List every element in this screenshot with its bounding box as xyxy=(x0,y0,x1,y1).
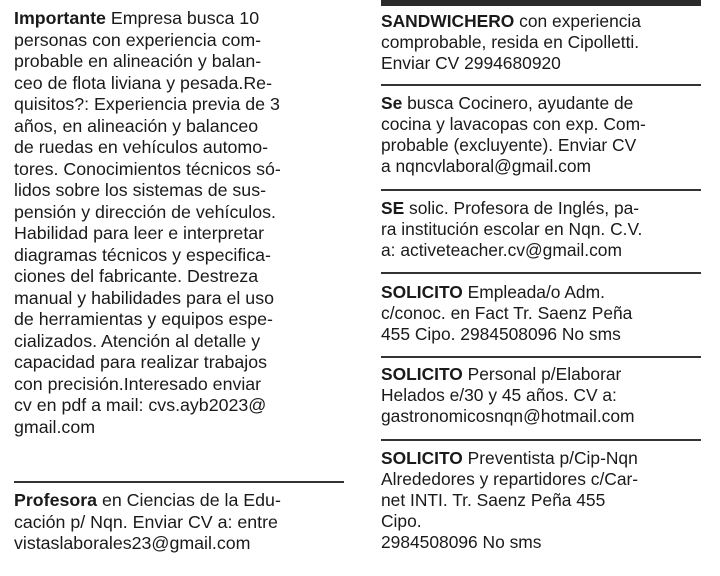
ad-text-line: vistaslaborales23@gmail.com xyxy=(14,533,251,553)
ad-text: con experiencia xyxy=(514,11,641,31)
ad-text-line: de herramientas y equipos espe- xyxy=(14,309,273,329)
ad-text: Preventista p/Cip-Nqn xyxy=(462,448,638,468)
ad-text-line: ceo de flota liviana y pesada.Re- xyxy=(14,72,272,93)
ad-text-line: a nqncvlaboral@gmail.com xyxy=(381,156,592,177)
ad-text-line: cializados. Atención al detalle y xyxy=(14,330,261,351)
ad-text-line xyxy=(14,8,344,30)
ad-lead-word: SOLICITO xyxy=(381,282,463,302)
ad-text-line: de ruedas en vehículos automo- xyxy=(14,137,269,157)
ad-lead-word: Importante xyxy=(14,8,106,28)
ad-text-line xyxy=(381,364,701,385)
ad-text-line: cación p/ Nqn. Enviar CV a: entre xyxy=(14,511,278,532)
ad-text-line: cocina y lavacopas con exp. Com- xyxy=(381,114,646,135)
ad-text-line: gastronomicosnqn@hotmail.com xyxy=(381,406,635,427)
ad-text: en Ciencias de la Edu- xyxy=(97,490,281,510)
ad-text-line: años, en alineación y balanceo xyxy=(14,115,259,136)
ad-text-line: cv en pdf a mail: cvs.ayb2023@ xyxy=(14,395,267,415)
ad-text-line: net INTI. Tr. Saenz Peña 455 xyxy=(381,490,606,511)
ad-text-line: quisitos?: Experiencia previa de 3 xyxy=(14,94,280,114)
ad-text-line xyxy=(14,490,344,512)
ad-text-line: capacidad para realizar trabajos xyxy=(14,352,268,372)
ad-lead-word: SOLICITO xyxy=(381,364,463,384)
ad-text-line: Alrededores y repartidores c/Car- xyxy=(381,469,639,490)
ad-text-line: Habilidad para leer e interpretar xyxy=(14,223,265,243)
ad-text-line: pensión y dirección de vehículos. xyxy=(14,201,276,222)
classified-ad xyxy=(381,448,701,553)
ad-text: Empleada/o Adm. xyxy=(462,282,605,302)
ad-text: Empresa busca 10 xyxy=(105,8,260,28)
ad-text-line: ra institución escolar en Nqn. C.V. xyxy=(381,219,643,240)
ad-lead-word: SANDWICHERO xyxy=(381,11,515,31)
ad-text-line: manual y habilidades para el uso xyxy=(14,287,274,308)
ad-text-line: gmail.com xyxy=(14,416,96,437)
ad-divider xyxy=(381,189,701,191)
ad-text: solic. Profesora de Inglés, pa- xyxy=(404,198,640,218)
ad-text-line: Cipo. xyxy=(381,511,422,532)
classified-ad xyxy=(381,282,701,345)
ad-lead-word: SOLICITO xyxy=(381,448,463,468)
ad-text-line xyxy=(381,282,701,303)
ad-text: Personal p/Elaborar xyxy=(462,364,622,384)
classified-ad xyxy=(14,8,344,438)
ad-text: busca Cocinero, ayudante de xyxy=(402,93,634,113)
ad-text-line: comprobable, resida en Cipolletti. xyxy=(381,32,640,53)
ad-lead-word: Profesora xyxy=(14,490,98,510)
classified-ad xyxy=(381,198,701,261)
ad-text-line xyxy=(381,198,701,219)
ad-text-line: tores. Conocimientos técnicos só- xyxy=(14,158,281,179)
ad-text-line: personas con experiencia com- xyxy=(14,29,262,50)
ad-text-line: probable (excluyente). Enviar CV xyxy=(381,135,637,156)
ad-divider xyxy=(381,356,701,358)
ad-text-line: 455 Cipo. 2984508096 No sms xyxy=(381,324,621,345)
classified-ad xyxy=(14,490,344,555)
column-top-rule xyxy=(381,0,701,6)
ad-divider xyxy=(381,439,701,441)
ad-text-line: con precisión.Interesado enviar xyxy=(14,373,262,394)
ad-text-line: Enviar CV 2994680920 xyxy=(381,53,561,74)
ad-lead-word: Se xyxy=(381,93,403,113)
classified-ad xyxy=(381,93,701,177)
ad-divider xyxy=(381,84,701,86)
ad-text-line: 2984508096 No sms xyxy=(381,532,542,553)
classified-ad xyxy=(381,11,701,74)
ad-text-line xyxy=(381,11,701,32)
ad-divider xyxy=(14,481,344,483)
ad-text-line: a: activeteacher.cv@gmail.com xyxy=(381,240,622,261)
ad-text-line xyxy=(381,448,701,469)
ad-text-line: Helados e/30 y 45 años. CV a: xyxy=(381,385,617,406)
ad-text-line xyxy=(381,93,701,114)
ad-text-line: probable en alineación y balan- xyxy=(14,51,262,71)
ad-text-line: lidos sobre los sistemas de sus- xyxy=(14,180,267,200)
ad-text-line: c/conoc. en Fact Tr. Saenz Peña xyxy=(381,303,633,324)
ad-lead-word: SE xyxy=(381,198,405,218)
ad-divider xyxy=(381,272,701,274)
ad-text-line: diagramas técnicos y especifica- xyxy=(14,244,271,265)
classified-ad xyxy=(381,364,701,427)
ad-text-line: ciones del fabricante. Destreza xyxy=(14,266,259,286)
